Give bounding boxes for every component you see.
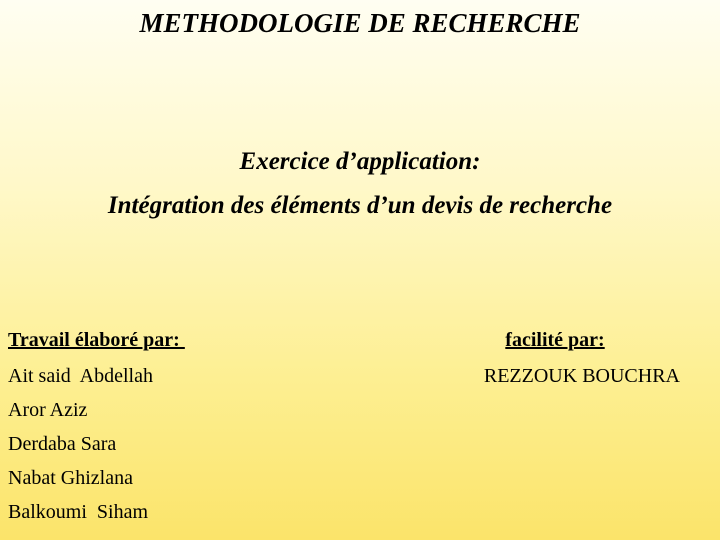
facilitator-name: REZZOUK BOUCHRA <box>483 365 680 387</box>
author-name: Aror Aziz <box>8 399 88 421</box>
author-name: Ait said Abdellah <box>8 365 153 387</box>
author-name: Nabat Ghizlana <box>8 467 133 489</box>
facilitator-block <box>430 327 680 395</box>
exercise-topic: Intégration des éléments d’un devis de recherche <box>107 192 613 219</box>
author-name: Derdaba Sara <box>8 433 117 455</box>
authors-list <box>8 361 388 531</box>
authors-block <box>8 327 388 531</box>
authors-heading: Travail élaboré par: <box>8 329 185 351</box>
slide-title: METHODOLOGIE DE RECHERCHE <box>139 8 581 38</box>
author-name: Balkoumi Siham <box>8 501 148 523</box>
facilitator-heading: facilité par: <box>505 329 605 351</box>
exercise-subtitle: Exercice d’application: <box>239 148 481 175</box>
